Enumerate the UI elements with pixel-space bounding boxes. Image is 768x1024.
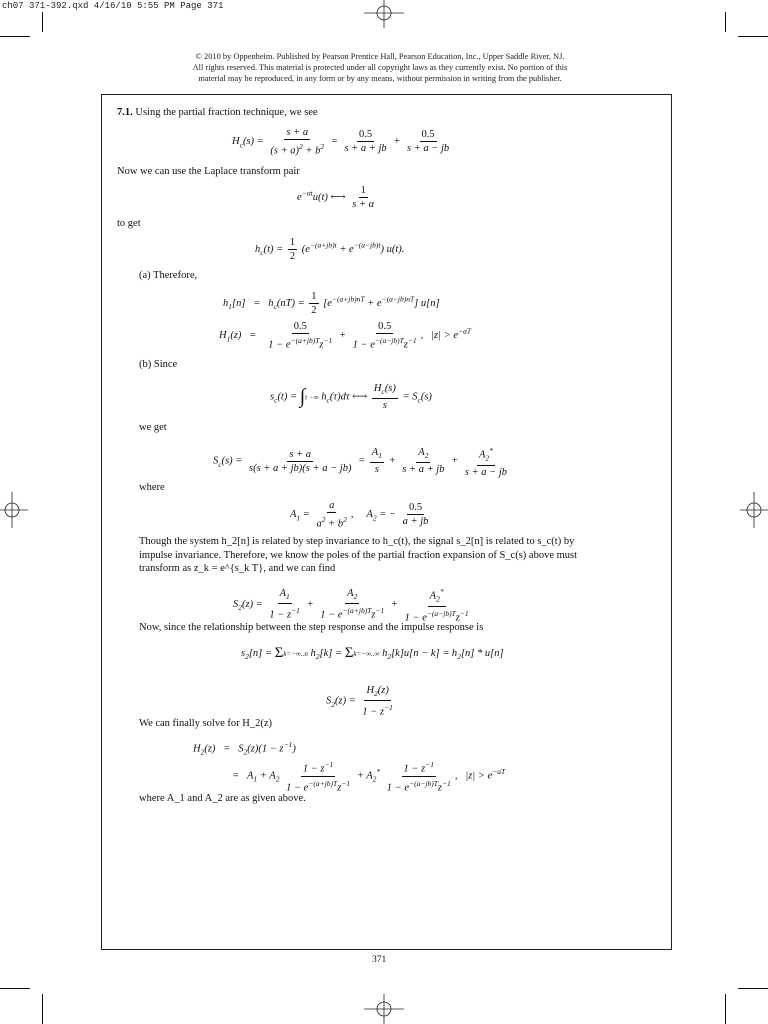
crop-mark (0, 36, 30, 37)
finally-text: We can finally solve for H_2(z) (139, 718, 272, 729)
equation-s2-sum: $s_2[n] = \Sigma k=-\infty..n$ $h_2[k] = \Sigma k=-\infty..\infty$ $h_2[k]u[n - k] = h_2[n] * u[n]$ (241, 645, 504, 661)
part-a-label: (a) Therefore, (139, 270, 198, 281)
registration-mark-left (0, 490, 30, 530)
equation-hc-time: $h_c(t)$ = $\frac{1}{2}$ $(e^{-(a+jb)t} + e^{-(a-jb)t})$ u(t). (255, 237, 405, 262)
equation-sc-integral: $s_c(t) = \int t$ −∞ $h_c(\tau)d\tau$ ⟷ $\frac{H_c(s)}{s}$ = $S_c(s)$ (270, 383, 432, 412)
crop-mark (0, 988, 30, 989)
crop-mark (42, 994, 43, 1024)
copyright-line: material may be reproduced, in any form or by any means, without permission in writing from the publisher. (198, 74, 562, 83)
problem-heading (117, 107, 318, 118)
where-text: where (139, 482, 165, 493)
crop-mark (725, 12, 726, 32)
equation-laplace-pair: $e^{-\alpha t}u(t)$ ⟷ $\frac{1}{s + \alpha}$ (297, 185, 375, 210)
step-response-paragraph: Now, since the relationship between the step response and the impulse response is (139, 622, 484, 633)
closing-text: where A_1 and A_2 are as given above. (139, 793, 306, 804)
registration-mark-right (738, 490, 768, 530)
paragraph-text: Though the system h_2[n] is related by step invariance to h_c(t), the signal s_2[n] is related to s_c(t) by impulse invariance. Therefore, we know the poles of the partial fraction expansion of S_c(s) above must transform as z_k = e^{s_k T}, and we can find (139, 536, 578, 574)
to-get-text: to get (117, 218, 141, 229)
equation-S2-z: $S_2(z)$ = $\frac{A_1}{1 - z^{-1}}$ + $\frac{A_2}{1 - e^{-(a+jb)T}z^{-1}}$ + $\frac{A_2^*}{1 - e^{-(a-jb)T}z^{-1}}$ (233, 587, 469, 624)
equation-S2-H2: $S_2(z)$ = $\frac{H_2(z)}{1 - z^{-1}}$ (326, 685, 393, 718)
problem-number: 7.1. (117, 107, 133, 118)
copyright-line: All rights reserved. This material is protected under all copyright laws as they currently exist. No portion of this (192, 63, 568, 72)
copyright-notice (160, 51, 600, 84)
copyright-line: © 2010 by Oppenheim. Published by Pearson Prentice Hall, Pearson Education, Inc., Upper Saddle River, NJ. (195, 52, 565, 61)
equation-H2-line2: = $A_1 + A_2$ $\frac{1 - z^{-1}}{1 - e^{-(a+jb)T}z^{-1}}$ + $A_2^*$ $\frac{1 - z^{-1}}{1 - e^{-(a-jb)T}z^{-1}}$ , $|z| > e^{-aT}$ (232, 760, 506, 793)
registration-mark-bottom (364, 992, 404, 1024)
crop-mark (738, 988, 768, 989)
registration-mark-top (364, 0, 404, 30)
equation-H1-z: $H_1(z)$ = $\frac{0.5}{1 - e^{-(a+jb)T}z^{-1}}$ + $\frac{0.5}{1 - e^{-(a-jb)T}z^{-1}}$ , $|z| > e^{-aT}$ (219, 321, 472, 351)
step-invariance-paragraph (139, 535, 579, 576)
print-slug: ch07 371-392.qxd 4/16/10 5:55 PM Page 371 (2, 1, 224, 11)
crop-mark (725, 994, 726, 1024)
part-b-label: (b) Since (139, 359, 178, 370)
we-get-text: we get (139, 422, 167, 433)
equation-H2-line1: $H_2(z) = S_2(z)(1 - z^{-1})$ (193, 740, 296, 757)
equation-hc-partial-fractions: $H_c(s)$ = $\frac{s + a}{(s + a)^2 + b^2}$ = $\frac{0.5}{s + a + jb}$ + $\frac{0.5}{s + a - jb}$ (232, 127, 450, 157)
laplace-intro: Now we can use the Laplace transform pair (117, 166, 300, 177)
crop-mark (738, 36, 768, 37)
crop-mark (42, 12, 43, 32)
equation-h1-n: $h_1[n] = h_c(nT)$ = $\frac{1}{2}$ $[e^{-(a+jb)nT} + e^{-(a-jb)nT}]$ u[n] (223, 291, 440, 316)
page-number: 371 (372, 955, 387, 965)
equation-Sc-partial-fractions: $S_c(s)$ = $\frac{s + a}{s(s + a + jb)(s + a - jb)}$ = $\frac{A_1}{s}$ + $\frac{A_2}{s + a + jb}$ + $\frac{A_2^*}{s + a - jb}$ (213, 446, 508, 478)
equation-A1-A2: $A_1$ = $\frac{a}{a^2 + b^2}$ , $A_2$ = − $\frac{0.5}{a + jb}$ (290, 500, 429, 530)
problem-intro: Using the partial fraction technique, we see (135, 107, 318, 118)
